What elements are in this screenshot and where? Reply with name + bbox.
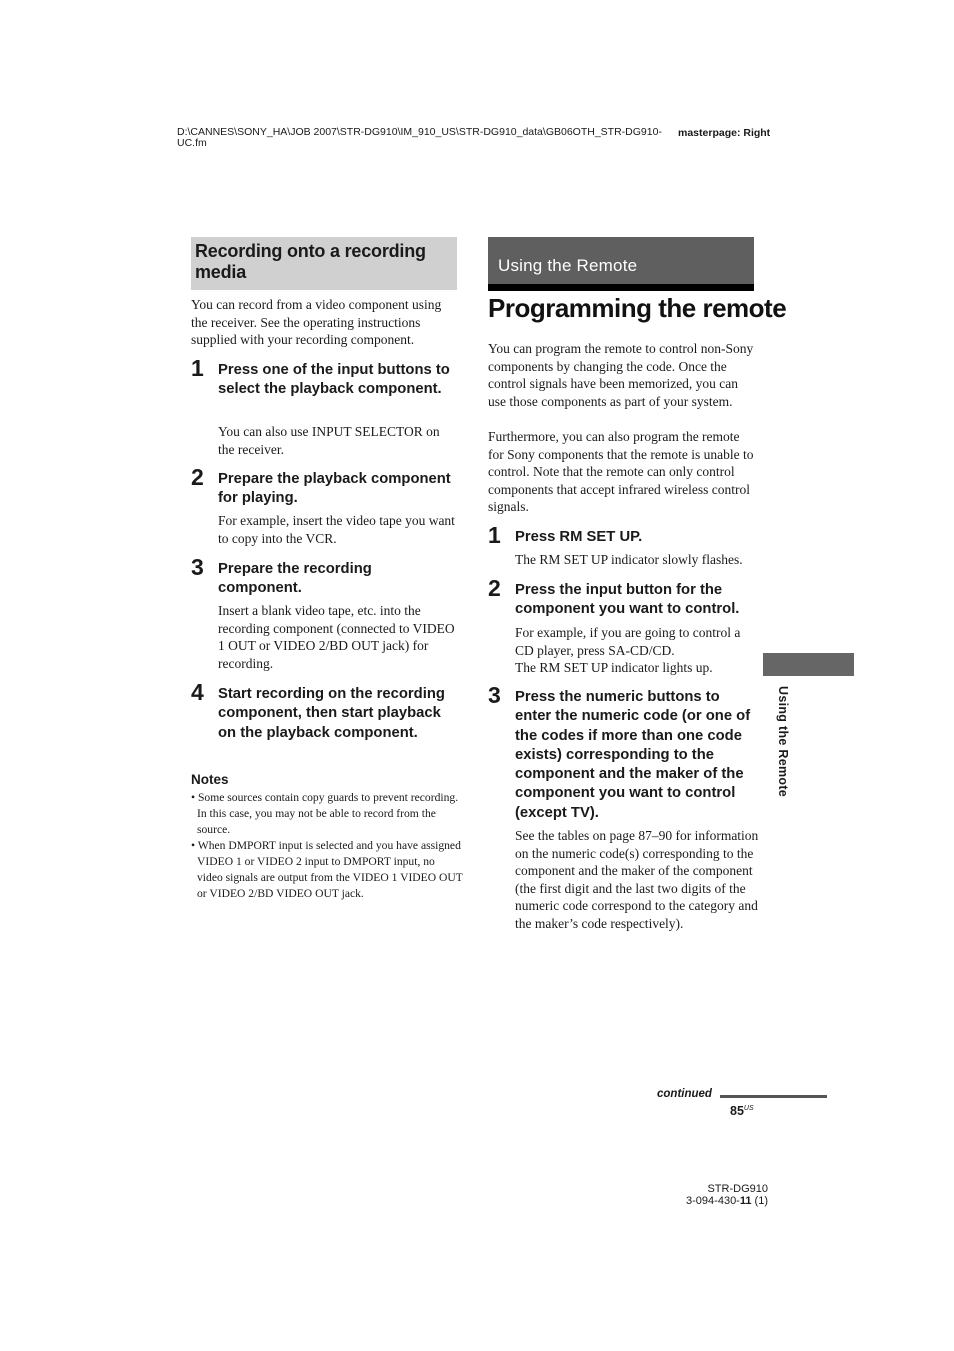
side-tab-marker bbox=[763, 653, 854, 676]
continued-label: continued bbox=[657, 1088, 712, 1100]
step-number: 3 bbox=[488, 682, 501, 708]
step-number: 2 bbox=[191, 464, 204, 490]
step-number: 4 bbox=[191, 679, 204, 705]
step-title: Prepare the playback component for playing. bbox=[218, 471, 451, 507]
step-body: For example, insert the video tape you want to copy into the VCR. bbox=[218, 513, 455, 546]
notes-title: Notes bbox=[191, 772, 229, 787]
step-body: The RM SET UP indicator slowly flashes. bbox=[515, 552, 743, 567]
file-path: D:\CANNES\SONY_HA\JOB 2007\STR-DG910\IM_910_US\STR-DG910_data\GB06OTH_STR-DG910-UC.fm bbox=[177, 126, 662, 149]
continued-rule bbox=[720, 1095, 827, 1098]
step-number: 3 bbox=[191, 554, 204, 580]
step-title: Press one of the input buttons to select the playback component. bbox=[218, 362, 450, 398]
step-title: Prepare the recording component. bbox=[218, 561, 372, 597]
step-title: Press the numeric buttons to enter the numeric code (or one of the codes if more than one code exists) corresponding to the component and the maker of the component you want to control (except TV). bbox=[515, 689, 751, 821]
page-title: Programming the remote bbox=[488, 293, 787, 323]
step-body: For example, if you are going to control a CD player, press SA-CD/CD. bbox=[515, 625, 741, 658]
masterpage-label: masterpage: Right bbox=[678, 127, 771, 139]
section-rule bbox=[488, 284, 754, 291]
note-item: • When DMPORT input is selected and you have assigned VIDEO 1 or VIDEO 2 input to DMPORT input, no video signals are output from the VIDEO 1 VIDEO OUT or VIDEO 2/BD VIDEO OUT jack. bbox=[191, 839, 463, 900]
step-body: The RM SET UP indicator lights up. bbox=[515, 660, 713, 675]
section-heading-recording: Recording onto a recording media bbox=[191, 237, 457, 290]
step-number: 1 bbox=[191, 355, 204, 381]
step-title: Press RM SET UP. bbox=[515, 529, 643, 545]
part-number: 3-094-430-11 (1) bbox=[686, 1195, 768, 1207]
section-label-banner: Using the Remote bbox=[488, 237, 754, 284]
page-number: $85^{US}$ bbox=[730, 1104, 754, 1118]
remote-intro: You can program the remote to control non-Sony components by changing the code. Once the control signals have been memorized, you can use those components as part of your system. bbox=[488, 341, 754, 409]
step-title: Press the input button for the component you want to control. bbox=[515, 582, 740, 618]
note-item: • Some sources contain copy guards to prevent recording. In this case, you may not be able to record from the source. bbox=[191, 791, 459, 836]
step-title: Start recording on the recording component, then start playback on the playback component. bbox=[218, 686, 445, 741]
page-suffix: US bbox=[743, 1104, 754, 1112]
recording-intro: You can record from a video component using the receiver. See the operating instructions supplied with your recording component. bbox=[191, 297, 442, 348]
model-number: STR-DG910 bbox=[707, 1183, 768, 1195]
remote-intro-2: Furthermore, you can also program the remote for Sony components that the remote is unable to control. Note that the remote can only control components that accept infrared wireless control signals. bbox=[488, 429, 754, 515]
step-body: You can also use INPUT SELECTOR on the receiver. bbox=[218, 424, 440, 457]
side-tab-label: Using the Remote bbox=[776, 686, 790, 798]
step-body: Insert a blank video tape, etc. into the recording component (connected to VIDEO 1 OUT or VIDEO 2/BD OUT jack) for recording. bbox=[218, 603, 455, 671]
step-number: 2 bbox=[488, 575, 501, 601]
step-body: See the tables on page 87–90 for information on the numeric code(s) corresponding to the component and the maker of the component (the first digit and the last two digits of the numeric code correspond to the category and the maker’s code respectively). bbox=[515, 828, 759, 931]
step-number: 1 bbox=[488, 522, 501, 548]
